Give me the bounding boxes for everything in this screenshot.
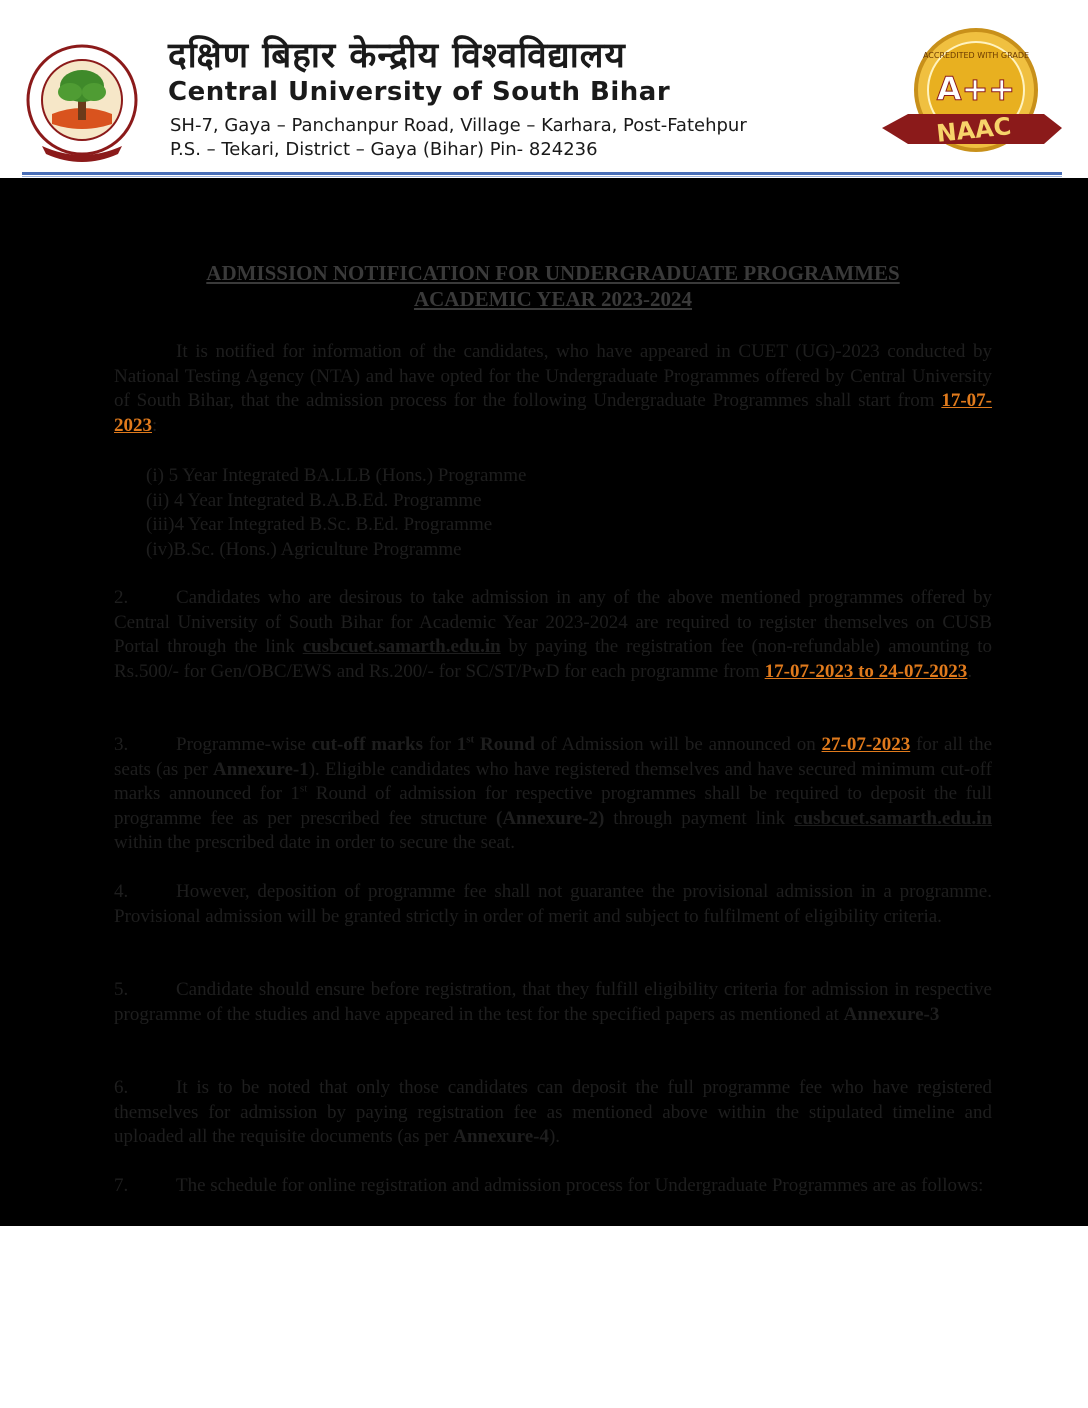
- p4-text: However, deposition of programme fee shall not guarantee the provisional admission in a programme. Provisional admission will be granted strictly in order of merit and subject to fulfilment of eligibility criteria.: [114, 881, 992, 927]
- paragraph-number: 2.: [114, 587, 129, 608]
- p3-sup-2: st: [299, 782, 308, 795]
- p3-text-h: within the prescribed date in order to secure the seat.: [114, 832, 515, 853]
- notice-body: [0, 178, 1088, 1226]
- letterhead: [0, 0, 1088, 178]
- paragraph-number: 4.: [114, 881, 129, 902]
- start-date: 17-07-2023: [114, 390, 993, 436]
- programme-item: (i) 5 Year Integrated BA.LLB (Hons.) Programme: [146, 465, 527, 486]
- annexure-1: Annexure-1: [213, 758, 309, 780]
- paragraph-4: [114, 880, 992, 929]
- paragraph-3: [114, 733, 992, 856]
- cutoff-date: 27-07-2023: [821, 734, 911, 755]
- naac-label-text: NAAC: [935, 112, 1013, 148]
- p3-text-e: ). Eligible candidates who have registered themselves and have secured minimum cut-off marks announced for 1: [114, 758, 992, 804]
- intro-text: It is notified for information of the candidates, who have appeared in CUET (UG)-2023 conducted by National Testing Agency (NTA) and have opted for the Undergraduate Programmes offered by Central University of South Bihar, that the admission process for the following Undergraduate Programmes shall start from: [114, 341, 992, 411]
- address-line-1: SH-7, Gaya – Panchanpur Road, Village – Karhara, Post-Fatehpur: [170, 115, 747, 136]
- p2-text-a: Candidates who are desirous to take admission in any of the above mentioned programmes offered by Central University of South Bihar for Academic Year 2023-2024 are required to register themselves on CUSB Portal through the link: [114, 587, 992, 657]
- notice-title-line-1: ADMISSION NOTIFICATION FOR UNDERGRADUATE PROGRAMMES: [206, 261, 900, 285]
- p3-text-a: Programme-wise: [176, 734, 306, 755]
- naac-grade-badge: [878, 28, 1066, 162]
- annexure-2: (Annexure-2): [496, 807, 605, 829]
- university-name-banner: [166, 33, 882, 171]
- p3-round-sup: st: [466, 733, 475, 746]
- paragraph-intro: It is notified for information of the candidates, who have appeared in CUET (UG)-2023 conducted by National Testing Agency (NTA) and have opted for the Undergraduate Programmes offered by Central University of South Bihar, that the admission process for the following Undergraduate Programmes shall start from 17-07-2023:: [114, 341, 993, 436]
- p3-round-word: Round: [480, 734, 535, 755]
- programme-item: (ii) 4 Year Integrated B.A.B.Ed. Programme: [146, 489, 482, 511]
- programme-item: (iii)4 Year Integrated B.Sc. B.Ed. Programme: [146, 514, 493, 535]
- p7-text: The schedule for online registration and admission process for Undergraduate Programmes are as follows:: [176, 1175, 984, 1196]
- paragraph-number: 3.: [114, 734, 129, 755]
- paragraph-7: [114, 1174, 992, 1199]
- university-name-hindi: दक्षिण बिहार केन्द्रीय विश्वविद्यालय: [168, 36, 626, 76]
- paragraph-5: [114, 978, 992, 1027]
- paragraph-number: 7.: [114, 1175, 129, 1196]
- paragraph-number: 5.: [114, 979, 129, 1000]
- p2-text-b: by paying the registration fee (non-refundable) amounting to Rs.500/- for Gen/OBC/EWS and Rs.200/- for SC/ST/PwD for each programme from: [114, 636, 993, 682]
- p6-end: ).: [548, 1126, 561, 1147]
- header-divider: [22, 172, 1062, 175]
- p6-text: It is to be noted that only those candidates can deposit the full programme fee who have registered themselves for admission by paying registration fee as mentioned above within the stipulated timeline and uploaded all the requisite documents (as per: [114, 1077, 992, 1147]
- p3-round: [457, 734, 535, 755]
- header-divider-thin: [22, 176, 1062, 177]
- university-seal-logo: [20, 42, 144, 166]
- p3-text-g: through payment link: [613, 807, 786, 829]
- naac-grade-text: A++: [936, 70, 1016, 108]
- payment-link[interactable]: cusbcuet.samarth.edu.in: [794, 807, 993, 829]
- programme-list: [146, 464, 526, 562]
- paragraph-6: [114, 1076, 992, 1150]
- naac-accredited-text: ACCREDITED WITH GRADE: [922, 51, 1030, 60]
- address-line-2: P.S. – Tekari, District – Gaya (Bihar) Pin- 824236: [170, 139, 598, 160]
- p3-text-d: for all the seats (as per: [114, 734, 992, 780]
- registration-dates: 17-07-2023 to 24-07-2023: [764, 660, 968, 682]
- university-name-english: Central University of South Bihar: [168, 77, 671, 107]
- p3-text-c: of Admission will be announced on: [540, 734, 816, 755]
- paragraph-2: 2. Candidates who are desirous to take admission in any of the above mentioned programmes offered by Central University of South Bihar for Academic Year 2023-2024 are required to register themselves on CUSB Portal through the link cusbcuet.samarth.edu.in by paying the registration fee (non-refundable) amounting to Rs.500/- for Gen/OBC/EWS and Rs.200/- for SC/ST/PwD for each programme from 17-07-2023 to 24-07-2023.: [114, 587, 993, 682]
- p3-cutoff: cut-off marks: [311, 734, 423, 755]
- p3-text-f: Round of admission for respective programmes shall be required to deposit the full programme fee as per prescribed fee structure: [114, 783, 992, 829]
- programme-item: (iv)B.Sc. (Hons.) Agriculture Programme: [146, 538, 462, 560]
- annexure-4: Annexure-4: [453, 1126, 549, 1147]
- paragraph-number: 6.: [114, 1077, 129, 1098]
- p5-text: Candidate should ensure before registration, that they fulfill eligibility criteria for admission in respective programme of the studies and have appeared in the test for the specified papers as mentioned at: [114, 979, 992, 1025]
- registration-link[interactable]: cusbcuet.samarth.edu.in: [302, 636, 501, 657]
- annexure-3: Annexure-3: [843, 1003, 940, 1025]
- p3-round-num: 1: [456, 734, 467, 755]
- p3-text-b: for: [428, 734, 451, 755]
- notice-title-line-2: ACADEMIC YEAR 2023-2024: [413, 287, 693, 311]
- notice-title: [110, 260, 996, 312]
